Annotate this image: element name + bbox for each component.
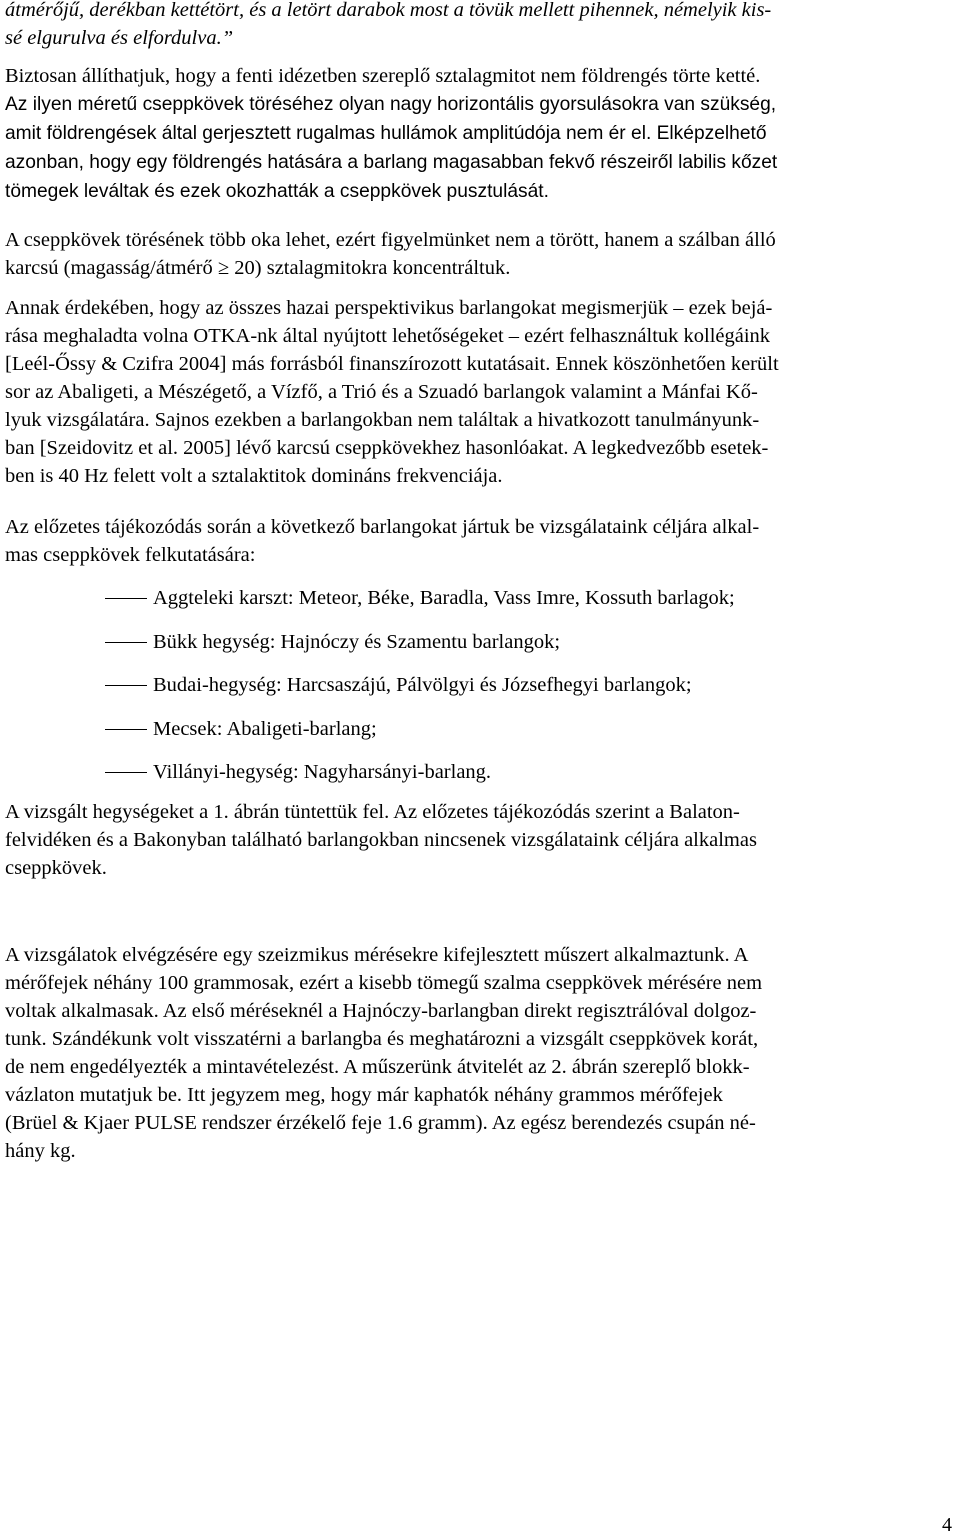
text-line: Annak érdekében, hogy az összes hazai perspektivikus barlangokat megismerjük – ezek bejá- bbox=[5, 297, 773, 319]
text-line: ban [Szeidovitz et al. 2005] lévő karcsú cseppkövekhez hasonlóakat. A legkedvezőbb esetek- bbox=[5, 437, 769, 459]
text-line: vázlaton mutatjuk be. Itt jegyzem meg, hogy már kaphatók néhány grammos mérőfejek bbox=[5, 1084, 723, 1106]
text-line: sor az Abaligeti, a Mészégető, a Vízfő, a Trió és a Szuadó barlangok valamint a Mánfai Kő- bbox=[5, 381, 758, 403]
list-item bbox=[5, 758, 955, 802]
text-line: lyuk vizsgálatára. Sajnos ezekben a barlangokban nem találtak a hivatkozott tanulmányunk- bbox=[5, 409, 760, 431]
dash-bullet bbox=[105, 598, 147, 599]
text-line: amit földrengések által gerjesztett rugalmas hullámok amplitúdója nem ér el. Elképzelhető bbox=[5, 123, 767, 144]
text-line: [Leél-Őssy & Czifra 2004] más forrásból finanszírozott kutatásait. Ennek köszönhetően került bbox=[5, 353, 779, 375]
list-item-text: Bükk hegység: Hajnóczy és Szamentu barlangok; bbox=[153, 630, 561, 653]
text-line: hány kg. bbox=[5, 1140, 76, 1162]
list-item bbox=[5, 671, 955, 715]
cave-region-list bbox=[5, 584, 955, 802]
text-line: azonban, hogy egy földrengés hatására a barlang magasabban fekvő részeiről labilis kőzet bbox=[5, 152, 778, 173]
list-item-text: Aggteleki karszt: Meteor, Béke, Baradla, Vass Imre, Kossuth barlagok; bbox=[153, 587, 735, 609]
list-item bbox=[5, 715, 955, 759]
dash-bullet bbox=[105, 772, 147, 773]
list-item-text: Budai-hegység: Harcsaszájú, Pálvölgyi és Józsefhegyi barlangok; bbox=[153, 674, 692, 697]
dash-bullet bbox=[105, 642, 147, 643]
paragraph-cave-survey bbox=[5, 294, 955, 490]
quote-line: átmérőjű, derékban kettétört, és a letört darabok most a tövük mellett pihennek, némelyik kis- bbox=[5, 0, 772, 21]
paragraph-preliminary-survey bbox=[5, 513, 955, 569]
text-line: cseppkövek. bbox=[5, 857, 107, 879]
text-line: A cseppkövek törésének több oka lehet, ezért figyelmünket nem a törött, hanem a szálban álló bbox=[5, 229, 776, 251]
list-item bbox=[5, 584, 955, 628]
text-line: Az előzetes tájékozódás során a következő barlangokat jártuk be vizsgálataink céljára alkal- bbox=[5, 516, 760, 538]
paragraph-stalagmite-fracture bbox=[5, 62, 955, 206]
text-line: karcsú (magasság/átmérő ≥ 20) sztalagmitokra koncentráltuk. bbox=[5, 257, 511, 279]
list-item-text: Villányi-hegység: Nagyharsányi-barlang. bbox=[153, 761, 492, 784]
paragraph-examined-regions bbox=[5, 798, 955, 882]
text-line: (Brüel & Kjaer PULSE rendszer érzékelő feje 1.6 gramm). Az egész berendezés csupán né- bbox=[5, 1112, 756, 1134]
paragraph-instrumentation bbox=[5, 941, 955, 1165]
text-line: mas cseppkövek felkutatására: bbox=[5, 544, 256, 566]
text-line: A vizsgálatok elvégzésére egy szeizmikus mérésekre kifejlesztett műszert alkalmaztunk. A bbox=[5, 944, 749, 966]
text-line: voltak alkalmasak. Az első méréseknél a Hajnóczy-barlangban direkt regisztrálóval dolgoz- bbox=[5, 1000, 757, 1022]
text-line: de nem engedélyezték a mintavételezést. A műszerünk átvitelét az 2. ábrán szereplő blokk- bbox=[5, 1056, 750, 1078]
quote-line: sé elgurulva és elfordulva.” bbox=[5, 27, 234, 49]
text-line: tömegek leváltak és ezek okozhatták a cseppkövek pusztulását. bbox=[5, 181, 549, 202]
text-line: tunk. Szándékunk volt visszatérni a barlangba és meghatározni a vizsgált cseppkövek korát, bbox=[5, 1028, 759, 1050]
text-line: Biztosan állíthatjuk, hogy a fenti idézetben szereplő sztalagmitot nem földrengés törte ketté. bbox=[5, 65, 761, 87]
page-number: 4 bbox=[942, 1514, 952, 1536]
text-line: Az ilyen méretű cseppkövek töréséhez olyan nagy horizontális gyorsulásokra van szükség, bbox=[5, 94, 777, 115]
text-line: felvidéken és a Bakonyban található barlangokban nincsenek vizsgálataink céljára alkalmas bbox=[5, 829, 757, 851]
paragraph-slender-stalagmites bbox=[5, 226, 955, 282]
intro-quote bbox=[5, 0, 955, 52]
text-line: rása meghaladta volna OTKA-nk által nyújtott lehetőségeket – ezért felhasználtuk kollégáink bbox=[5, 325, 771, 347]
list-item-text: Mecsek: Abaligeti-barlang; bbox=[153, 717, 377, 740]
list-item bbox=[5, 628, 955, 672]
dash-bullet bbox=[105, 685, 147, 686]
text-line: ben is 40 Hz felett volt a sztalaktitok domináns frekvenciája. bbox=[5, 465, 503, 487]
text-line: mérőfejek néhány 100 grammosak, ezért a kisebb tömegű szalma cseppkövek mérésére nem bbox=[5, 972, 763, 994]
dash-bullet bbox=[105, 729, 147, 730]
text-line: A vizsgált hegységeket a 1. ábrán tüntettük fel. Az előzetes tájékozódás szerint a Balaton- bbox=[5, 801, 740, 823]
